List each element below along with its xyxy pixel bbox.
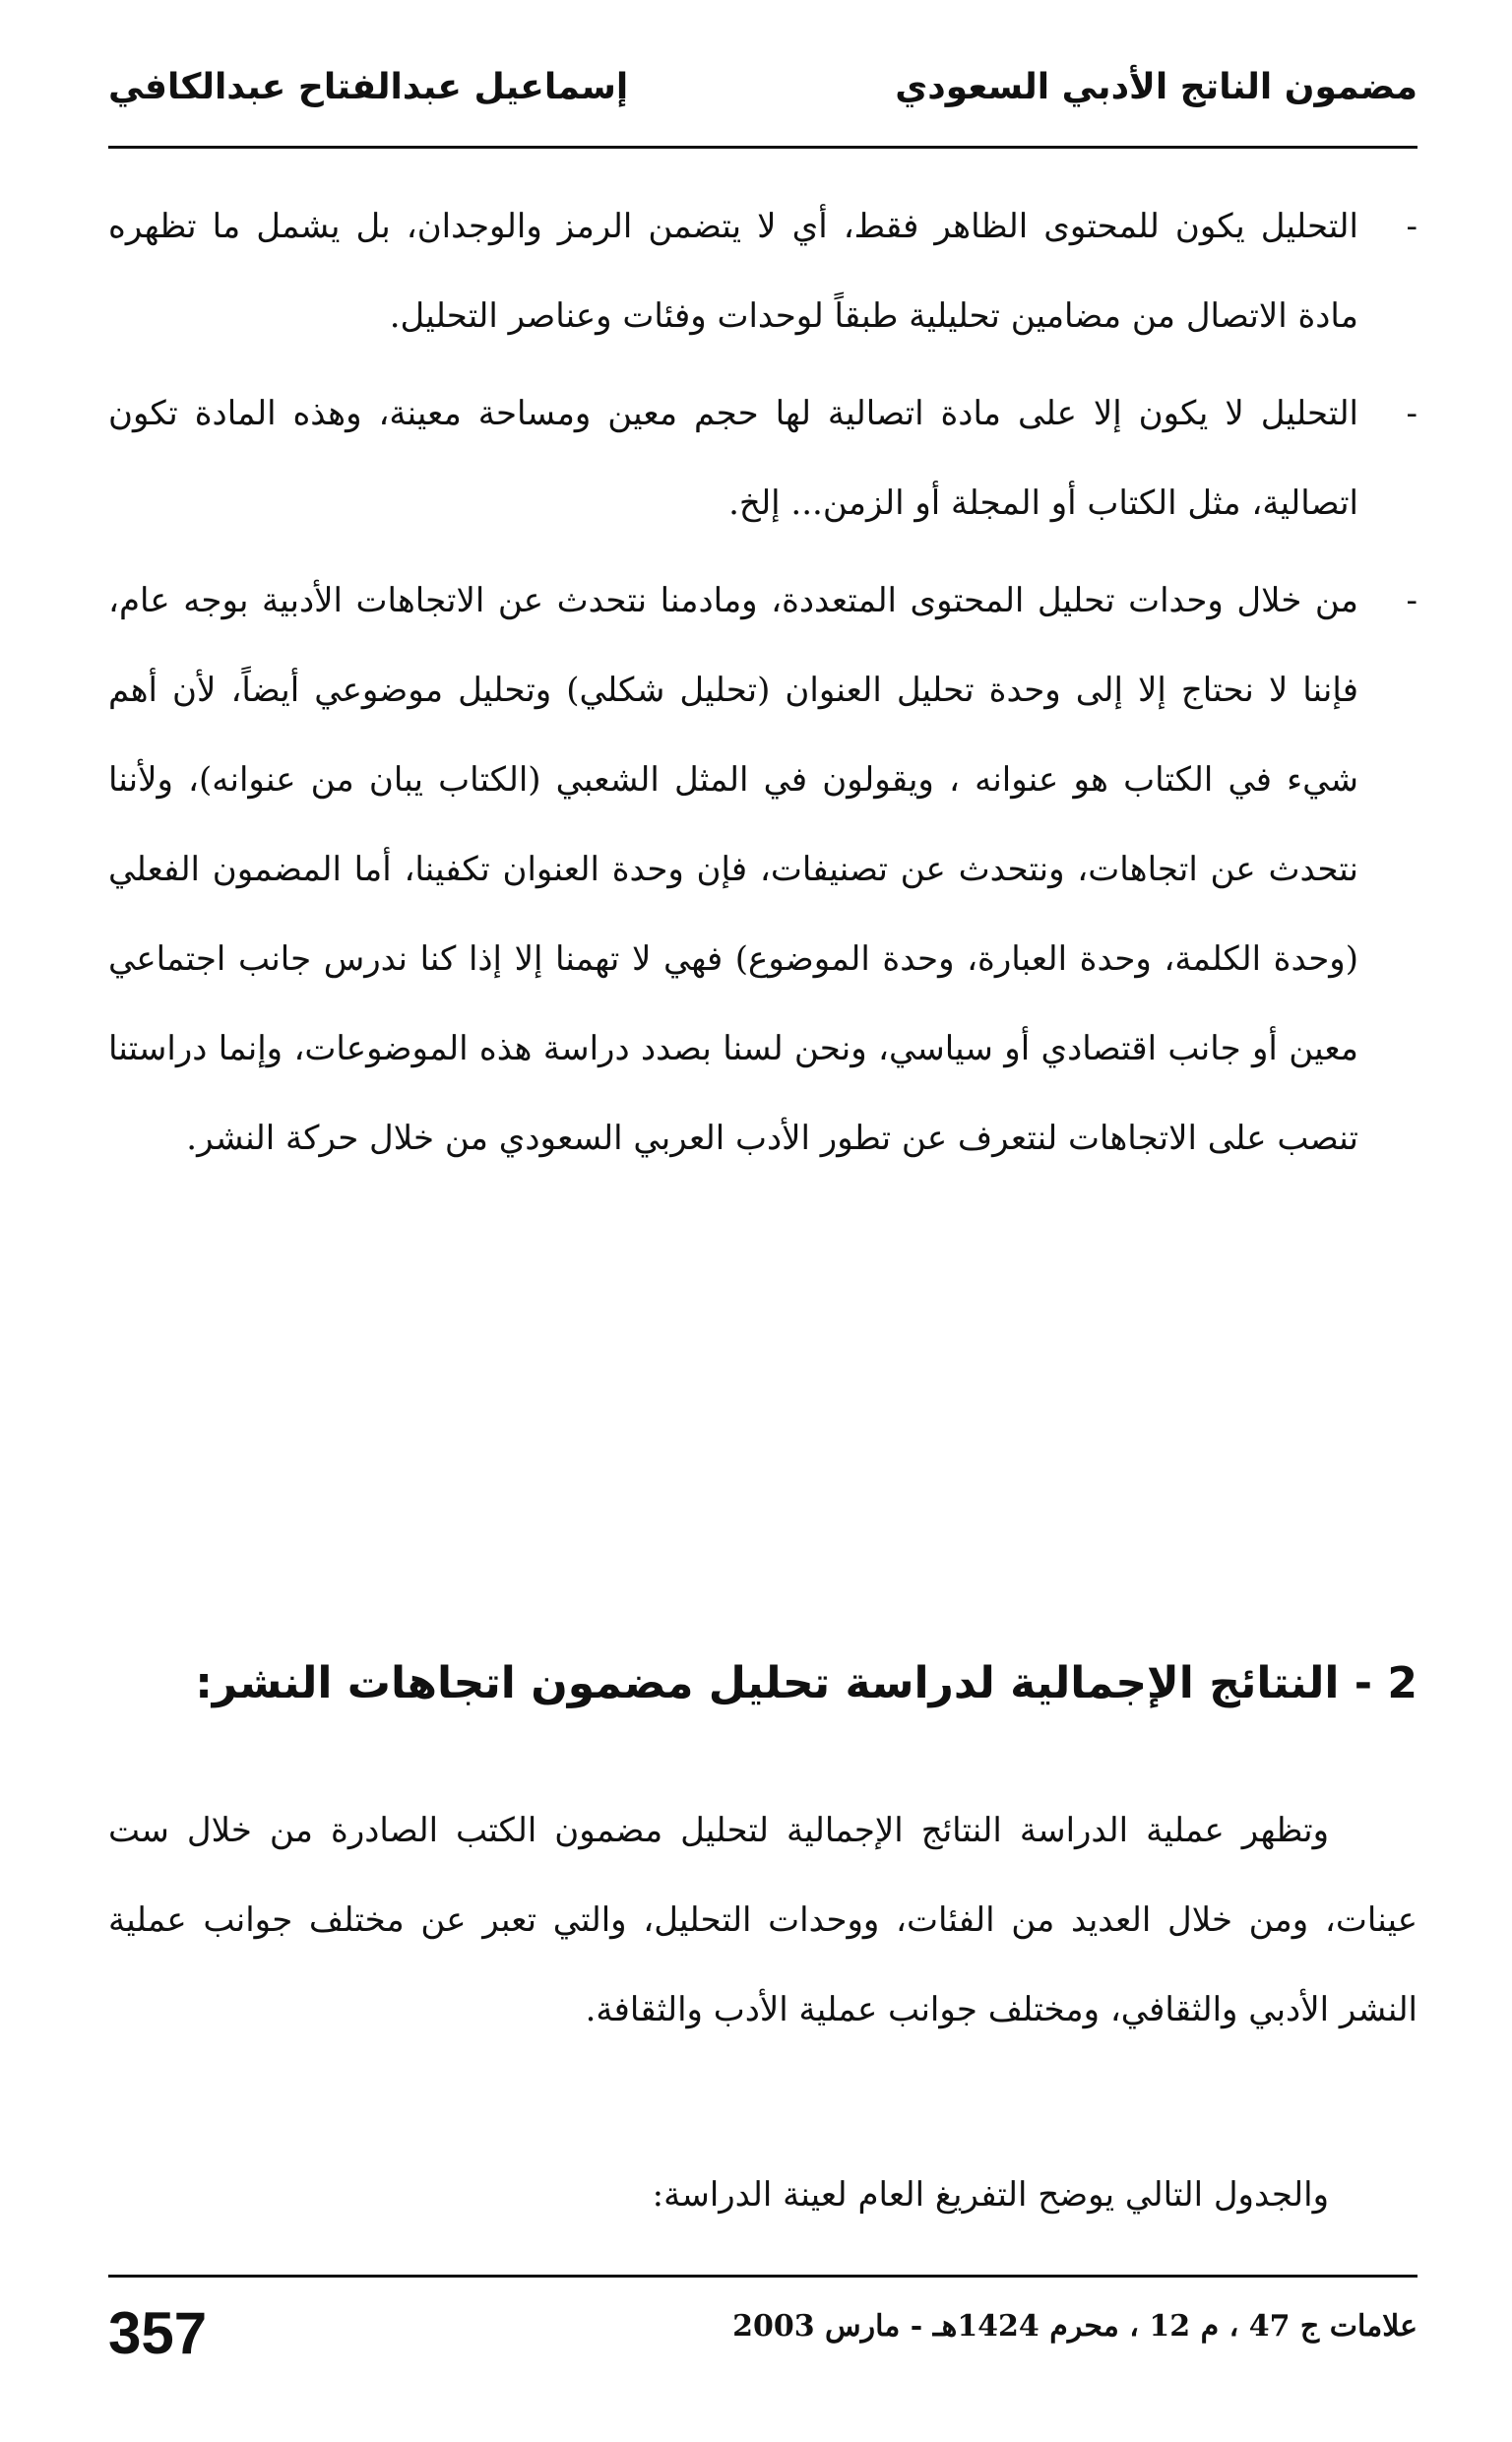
page-footer — [108, 2299, 1418, 2378]
bullet-item — [108, 369, 1418, 548]
bullet-dash: - — [1406, 394, 1418, 433]
header-divider — [108, 146, 1418, 149]
bullet-dash: - — [1406, 207, 1418, 246]
bullet-item — [108, 556, 1418, 1184]
section-heading: 2 - النتائج الإجمالية لدراسة تحليل مضمون اتجاهات النشر: — [195, 1658, 1418, 1708]
running-author: إسماعيل عبدالفتاح عبدالكافي — [108, 67, 629, 107]
body-text — [108, 182, 1418, 1184]
running-header — [108, 67, 1418, 126]
running-title: مضمون الناتج الأدبي السعودي — [895, 67, 1418, 107]
bullet-text: التحليل لا يكون إلا على مادة اتصالية لها حجم معين ومساحة معينة، وهذه المادة تكون اتصالية، مثل الكتاب أو المجلة أو الزمن... إلخ. — [108, 394, 1358, 523]
document-page — [108, 0, 1418, 2442]
journal-citation: علامات ج 47 ، م 12 ، محرم 1424هـ - مارس 2003 — [732, 2309, 1418, 2344]
table-intro-paragraph: والجدول التالي يوضح التفريغ العام لعينة الدراسة: — [652, 2175, 1329, 2215]
footer-divider — [108, 2275, 1418, 2278]
bullet-text: التحليل يكون للمحتوى الظاهر فقط، أي لا يتضمن الرمز والوجدان، بل يشمل ما تظهره مادة الاتصال من مضامين تحليلية طبقاً لوحدات وفئات وعناصر التحليل. — [108, 207, 1358, 336]
bullet-text: من خلال وحدات تحليل المحتوى المتعددة، ومادمنا نتحدث عن الاتجاهات الأدبية بوجه عام، فإننا لا نحتاج إلا إلى وحدة تحليل العنوان (تحليل شكلي) وتحليل موضوعي أيضاً، لأن أهم شيء في الكتاب هو عنوانه ، ويقولون في المثل الشعبي (الكتاب يبان من عنوانه)، ولأننا نتحدث عن اتجاهات، ونتحدث عن تصنيفات، فإن وحدة العنوان تكفينا، أما المضمون الفعلي (وحدة الكلمة، وحدة العبارة، وحدة الموضوع) فهي لا تهمنا إلا إذا كنا ندرس جانب اجتماعي معين أو جانب اقتصادي أو سياسي، ونحن لسنا بصدد دراسة هذه الموضوعات، وإنما دراستنا تنصب على الاتجاهات لنتعرف عن تطور الأدب العربي السعودي من خلال حركة النشر. — [108, 581, 1358, 1158]
bullet-item — [108, 182, 1418, 361]
page-number: 357 — [108, 2300, 208, 2366]
section-paragraph: وتظهر عملية الدراسة النتائج الإجمالية لتحليل مضمون الكتب الصادرة من خلال ست عينات، ومن خلال العديد من الفئات، ووحدات التحليل، والتي تعبر عن مختلف جوانب عملية النشر الأدبي والثقافي، ومختلف جوانب عملية الأدب والثقافة. — [108, 1811, 1418, 2029]
bullet-dash: - — [1406, 581, 1418, 620]
